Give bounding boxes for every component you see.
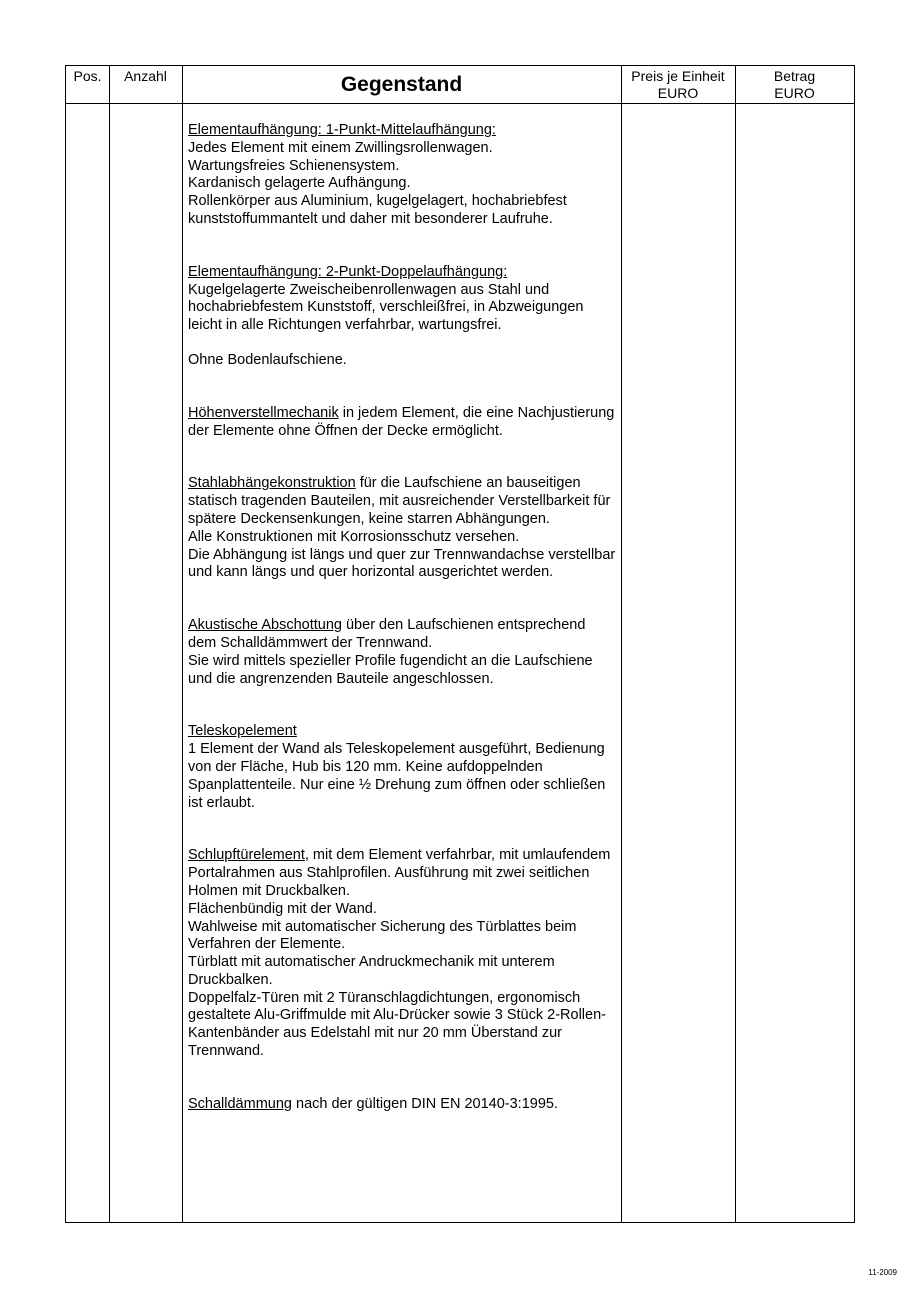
header-anzahl — [109, 66, 182, 103]
paragraph-stahlabhaengekonstruktion — [188, 475, 616, 582]
column-divider — [109, 66, 110, 1222]
paragraph-1-punkt-aufhaengung — [188, 122, 616, 229]
paragraph-title: Stahlabhängekonstruktion — [188, 475, 356, 492]
header-gegenstand-label: Gegenstand — [340, 73, 463, 96]
header-gegenstand — [182, 66, 621, 103]
paragraph-body: , mit dem Element verfahrbar, mit umlaufendem Portalrahmen aus Stahlprofilen. Ausführung mit zwei seitlichen Holmen mit Druckbalken. Flächenbündig mit der Wand. Wahlweise mit automatischer Sicherung des Türblattes beim Verfahren der Elemente. Türblatt mit automatischer Andruckmechanik mit unterem Druckbalken. Doppelfalz-Türen mit 2 Türanschlagdichtungen, ergonomisch gestaltete Alu-Griffmulde mit Alu-Drücker sowie 3 Stück 2-Rollen-Kantenbänder aus Edelstahl mit nur 20 mm Überstand zur Trennwand. — [188, 847, 611, 1060]
header-preis-currency: EURO — [657, 85, 699, 101]
paragraph-title: Schlupftürelement — [188, 847, 305, 864]
paragraph-title: Elementaufhängung: 2-Punkt-Doppelaufhängung: — [188, 263, 508, 280]
header-preis — [621, 66, 735, 103]
paragraph-title: Akustische Abschottung — [188, 617, 342, 634]
paragraph-body: Kugelgelagerte Zweischeibenrollenwagen aus Stahl und hochabriebfestem Kunststoff, verschleißfrei, in Abzweigungen leicht in alle Richtungen verfahrbar, wartungsfrei. — [188, 281, 584, 334]
paragraph-hoehenverstellmechanik — [188, 405, 616, 441]
column-divider — [621, 66, 622, 1222]
paragraph-body: für die Laufschiene an bauseitigen statisch tragenden Bauteilen, mit ausreichender Verstellbarkeit für spätere Deckensenkungen, keine starren Abhängungen. Alle Konstruktionen mit Korrosionsschutz versehen. Die Abhängung ist längs und quer zur Trennwandachse verstellbar und kann längs und quer horizontal ausgerichtet werden. — [188, 475, 616, 581]
paragraph-title: Teleskopelement — [188, 723, 297, 740]
paragraph-title: Elementaufhängung: 1-Punkt-Mittelaufhängung: — [188, 122, 496, 138]
header-preis-label: Preis je Einheit — [631, 68, 725, 84]
paragraph-schalldaemmung — [188, 1096, 616, 1114]
footer-date-code: 11-2009 — [868, 1268, 897, 1277]
header-betrag-currency: EURO — [774, 85, 815, 101]
paragraph-body: Ohne Bodenlaufschiene. — [188, 351, 347, 368]
paragraph-body: über den Laufschienen entsprechend dem Schalldämmwert der Trennwand. Sie wird mittels spezieller Profile fugendicht an die Laufschiene und die angrenzenden Bauteile angeschlossen. — [188, 617, 593, 687]
column-divider — [735, 66, 736, 1222]
paragraph-body: in jedem Element, die eine Nachjustierung der Elemente ohne Öffnen der Decke ermöglicht. — [188, 404, 615, 439]
paragraph-body: Jedes Element mit einem Zwillingsrollenwagen. Wartungsfreies Schienensystem. Kardanisch gelagerte Aufhängung. Rollenkörper aus Aluminium, kugelgelagert, hochabriebfest kunststoffummantelt und daher mit besonderer Laufruhe. — [188, 139, 567, 227]
paragraph-2-punkt-aufhaengung — [188, 264, 616, 335]
header-anzahl-label: Anzahl — [124, 68, 167, 84]
header-pos — [66, 66, 109, 103]
paragraph-body: nach der gültigen DIN EN 20140-3:1995. — [291, 1095, 558, 1112]
header-pos-label: Pos. — [73, 68, 102, 84]
column-divider — [182, 66, 183, 1222]
paragraph-akustische-abschottung — [188, 617, 616, 688]
header-betrag — [735, 66, 854, 103]
header-divider — [66, 103, 854, 104]
header-betrag-label: Betrag — [773, 68, 816, 84]
paragraph-body: 1 Element der Wand als Teleskopelement ausgeführt, Bedienung von der Fläche, Hub bis 120 mm. Keine aufdoppelnden Spanplattenteile. Nur eine ½ Drehung zum öffnen oder schließen ist erlaubt. — [188, 741, 606, 811]
paragraph-teleskopelement — [188, 723, 616, 812]
paragraph-title: Höhenverstellmechanik — [188, 404, 339, 421]
item-description — [188, 122, 616, 1114]
paragraph-title: Schalldämmung — [188, 1095, 292, 1112]
paragraph-bodenlaufschiene — [188, 352, 616, 370]
paragraph-schlupftuerelement — [188, 847, 616, 1061]
